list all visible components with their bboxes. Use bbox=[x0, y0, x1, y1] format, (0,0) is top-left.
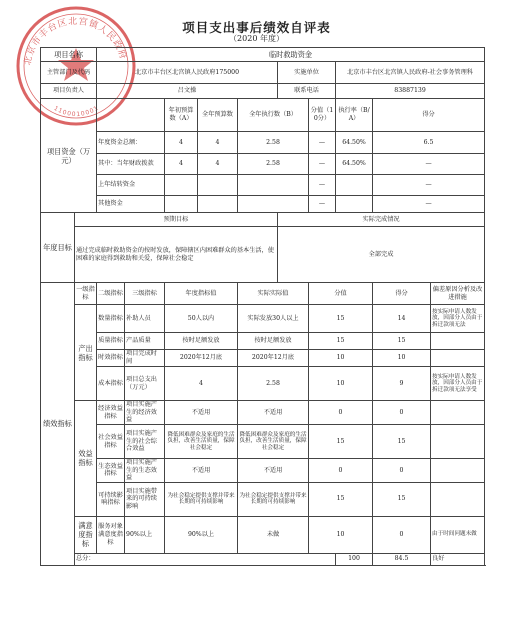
ind-target: 为社会稳定提供支撑并带来长期的可持续影响 bbox=[165, 482, 238, 516]
funds-cell: — bbox=[373, 196, 485, 213]
funds-cell bbox=[165, 175, 198, 196]
funds-col-executed: 全年执行数（B） bbox=[238, 99, 309, 132]
ind-lvl2: 生态效益指标 bbox=[97, 459, 125, 483]
ind-max: 10 bbox=[309, 516, 373, 553]
ind-actual: 为社会稳定提供支撑并带来长期的可持续影响 bbox=[238, 482, 309, 516]
funds-section-label: 项目资金（万元） bbox=[41, 99, 97, 213]
ind-target: 90%以上 bbox=[165, 516, 238, 553]
ind-max: 15 bbox=[309, 482, 373, 516]
unit-value: 北京市丰台区北宫镇人民政府-社会事务管理科 bbox=[336, 62, 485, 84]
funds-cell: — bbox=[309, 154, 336, 175]
total-max: 100 bbox=[336, 553, 373, 565]
ind-target: 2020年12月底 bbox=[165, 350, 238, 367]
ind-score: 15 bbox=[373, 425, 431, 459]
funds-cell: — bbox=[309, 132, 336, 154]
ind-header-lvl1: 一级指标 bbox=[75, 283, 97, 305]
funds-cell bbox=[336, 196, 373, 213]
funds-row-label: 其中：当年财政拨款 bbox=[97, 154, 165, 175]
ind-header-score-max: 分值 bbox=[309, 283, 373, 305]
funds-cell: 4 bbox=[198, 132, 238, 154]
ind-reason bbox=[431, 401, 485, 425]
funds-cell: 6.5 bbox=[373, 132, 485, 154]
ind-target: 50人以内 bbox=[165, 305, 238, 333]
funds-cell bbox=[198, 175, 238, 196]
ind-reason bbox=[431, 459, 485, 483]
ind-actual: 2.58 bbox=[238, 367, 309, 401]
funds-cell: — bbox=[309, 196, 336, 213]
ind-actual: 实际发放30人以上 bbox=[238, 305, 309, 333]
ind-lvl3: 补助人员 bbox=[125, 305, 165, 333]
ind-target: 按时足额发放 bbox=[165, 333, 238, 350]
funds-cell bbox=[238, 175, 309, 196]
ind-max: 0 bbox=[309, 401, 373, 425]
ind-lvl2: 服务对象满意度指标 bbox=[97, 516, 125, 553]
goal-expected-text: 通过完成临时救助资金的按时发放，保障辖区内困难群众的基本生活，使困难的家庭得到救助和关爱，保障社会稳定 bbox=[75, 227, 278, 283]
ind-target: 不适用 bbox=[165, 459, 238, 483]
funds-col-budget-initial: 年初预算数（A） bbox=[165, 99, 198, 132]
ind-lvl3: 项目实施产生的经济效益 bbox=[125, 401, 165, 425]
funds-cell: 2.58 bbox=[238, 132, 309, 154]
ind-actual: 未做 bbox=[238, 516, 309, 553]
ind-score: 10 bbox=[373, 350, 431, 367]
goal-expected-header: 预期目标 bbox=[75, 213, 278, 227]
funds-corner bbox=[97, 99, 165, 132]
ind-lvl2: 经济效益指标 bbox=[97, 401, 125, 425]
ind-max: 10 bbox=[309, 350, 373, 367]
funds-cell bbox=[238, 196, 309, 213]
ind-lvl1: 满意度指标 bbox=[75, 516, 97, 553]
total-label: 总分： bbox=[75, 553, 336, 565]
ind-lvl3: 90%以上 bbox=[125, 516, 165, 553]
ind-reason: 按实际申请人数发放，因部分人员由于拆迁款项无法 bbox=[431, 305, 485, 333]
ind-max: 15 bbox=[309, 333, 373, 350]
ind-score: 9 bbox=[373, 367, 431, 401]
ind-header-score: 得分 bbox=[373, 283, 431, 305]
funds-row-label: 年度资金总额： bbox=[97, 132, 165, 154]
phone-label: 联系电话 bbox=[278, 84, 336, 99]
ind-target: 4 bbox=[165, 367, 238, 401]
ind-reason bbox=[431, 425, 485, 459]
ind-reason bbox=[431, 333, 485, 350]
ind-score: 15 bbox=[373, 482, 431, 516]
ind-max: 15 bbox=[309, 425, 373, 459]
goal-actual-text: 全部完成 bbox=[278, 227, 485, 283]
ind-lvl2: 社会效益指标 bbox=[97, 425, 125, 459]
funds-row-label: 上年结转资金 bbox=[97, 175, 165, 196]
funds-col-budget-full: 全年预算数 bbox=[198, 99, 238, 132]
ind-actual: 按时足额发放 bbox=[238, 333, 309, 350]
ind-score: 14 bbox=[373, 305, 431, 333]
ind-reason: 由于时间问题未做 bbox=[431, 516, 485, 553]
indicators-section-label: 绩效指标 bbox=[41, 283, 75, 566]
project-name: 临时救助资金 bbox=[97, 48, 485, 62]
leader-value: 吕文操 bbox=[97, 84, 278, 99]
ind-target: 不适用 bbox=[165, 401, 238, 425]
ind-lvl3: 项目完成时间 bbox=[125, 350, 165, 367]
funds-cell: 2.58 bbox=[238, 154, 309, 175]
ind-lvl2: 数量指标 bbox=[97, 305, 125, 333]
ind-score: 15 bbox=[373, 333, 431, 350]
ind-header-reason: 偏差原因分析及改进措施 bbox=[431, 283, 485, 305]
funds-cell bbox=[336, 175, 373, 196]
phone-value: 83887139 bbox=[336, 84, 485, 99]
page-title: 项目支出事后绩效自评表 bbox=[182, 20, 331, 35]
ind-header-lvl3: 三级指标 bbox=[125, 283, 165, 305]
dept-value: 北京市丰台区北宫镇人民政府175000 bbox=[97, 62, 278, 84]
project-name-label: 项目名称 bbox=[41, 48, 97, 62]
ind-target: 降低困难群众及家庭的生活负担，改善生活质量，保障社会稳定 bbox=[165, 425, 238, 459]
ind-lvl3: 项目实施产生的社会综合效益 bbox=[125, 425, 165, 459]
goal-label: 年度目标 bbox=[41, 213, 75, 283]
dept-label: 主管部门及代码 bbox=[41, 62, 97, 84]
funds-col-score: 得分 bbox=[373, 99, 485, 132]
ind-max: 10 bbox=[309, 367, 373, 401]
fiscal-year: （2020 年度） bbox=[229, 34, 284, 43]
ind-lvl3: 产品质量 bbox=[125, 333, 165, 350]
funds-col-score-max: 分值（10分） bbox=[309, 99, 336, 132]
seal-text: 北京市丰台区北宫镇人民政府 bbox=[23, 16, 128, 67]
ind-score: 0 bbox=[373, 459, 431, 483]
ind-lvl1: 效益指标 bbox=[75, 401, 97, 517]
seal-code: 1100010001 bbox=[52, 104, 101, 119]
ind-lvl3: 项目总支出（万元） bbox=[125, 367, 165, 401]
unit-label: 实施单位 bbox=[278, 62, 336, 84]
ind-lvl3: 项目实施带来的可持续影响 bbox=[125, 482, 165, 516]
funds-cell: — bbox=[309, 175, 336, 196]
ind-lvl1: 产出指标 bbox=[75, 305, 97, 401]
funds-cell: 4 bbox=[198, 154, 238, 175]
total-grade: 良好 bbox=[431, 553, 485, 565]
funds-col-exec-rate: 执行率（B/A） bbox=[336, 99, 373, 132]
evaluation-table bbox=[40, 47, 485, 566]
ind-lvl2: 成本指标 bbox=[97, 367, 125, 401]
ind-reason bbox=[431, 350, 485, 367]
ind-actual: 不适用 bbox=[238, 459, 309, 483]
ind-score: 0 bbox=[373, 401, 431, 425]
ind-header-lvl2: 二级指标 bbox=[97, 283, 125, 305]
leader-label: 项目负责人 bbox=[41, 84, 97, 99]
ind-header-actual: 实际实际值 bbox=[238, 283, 309, 305]
ind-lvl2: 时效指标 bbox=[97, 350, 125, 367]
ind-lvl3: 项目实施产生的生态效益 bbox=[125, 459, 165, 483]
funds-cell: 4 bbox=[165, 154, 198, 175]
ind-score: 0 bbox=[373, 516, 431, 553]
ind-reason bbox=[431, 482, 485, 516]
goal-actual-header: 实际完成情况 bbox=[278, 213, 485, 227]
ind-reason: 按实际申请人数发放，因部分人员由于拆迁款项无法享受 bbox=[431, 367, 485, 401]
funds-cell: — bbox=[373, 154, 485, 175]
funds-cell: 64.50% bbox=[336, 132, 373, 154]
ind-actual: 不适用 bbox=[238, 401, 309, 425]
funds-row-label: 其他资金 bbox=[97, 196, 165, 213]
ind-actual: 2020年12月底 bbox=[238, 350, 309, 367]
ind-lvl2: 质量指标 bbox=[97, 333, 125, 350]
ind-max: 0 bbox=[309, 459, 373, 483]
funds-cell: 64.50% bbox=[336, 154, 373, 175]
ind-max: 15 bbox=[309, 305, 373, 333]
funds-cell: — bbox=[373, 175, 485, 196]
funds-cell: 4 bbox=[165, 132, 198, 154]
ind-lvl2: 可持续影响指标 bbox=[97, 482, 125, 516]
total-score: 84.5 bbox=[373, 553, 431, 565]
ind-header-target: 年度指标值 bbox=[165, 283, 238, 305]
funds-cell bbox=[198, 196, 238, 213]
ind-actual: 降低困难群众及家庭的生活负担，改善生活质量，保障社会稳定 bbox=[238, 425, 309, 459]
funds-cell bbox=[165, 196, 198, 213]
